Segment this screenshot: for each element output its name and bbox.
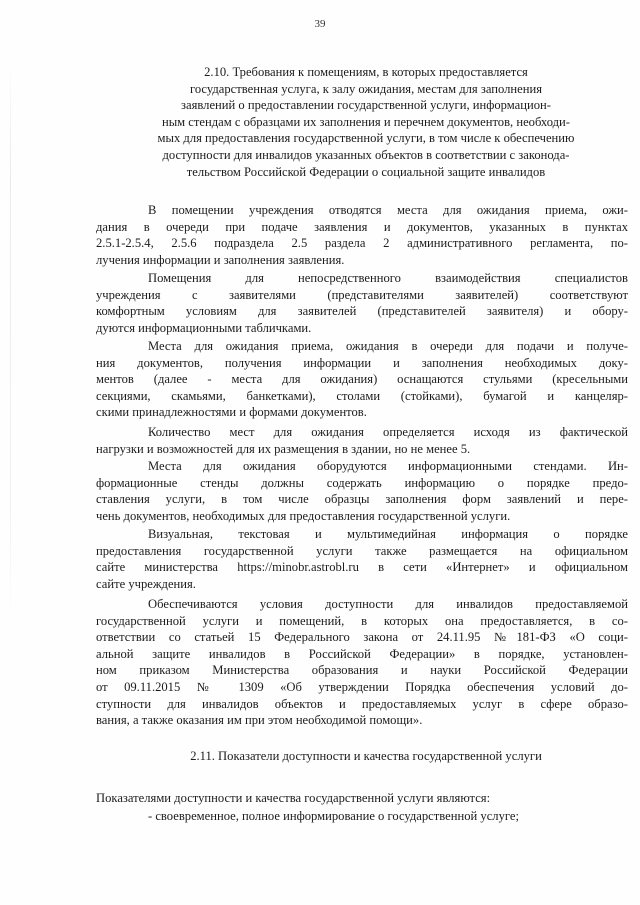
text-line: ния документов, получения информации и заполнения необходимых доку-	[96, 355, 628, 370]
heading-line: тельством Российской Федерации о социальной защите инвалидов	[186, 164, 546, 179]
section-2-11-intro	[96, 790, 628, 807]
text-line: Обеспечиваются условия доступности для инвалидов предоставляемой	[148, 597, 628, 611]
text-line: сайте учреждения.	[96, 576, 196, 591]
text-line: предоставления государственной услуги также размещается на официальном	[96, 543, 628, 558]
text-line: Места для ожидания оборудуются информационными стендами. Ин-	[148, 459, 628, 473]
text-line: нагрузки и возможностей для их размещения в здании, но не менее 5.	[96, 441, 471, 456]
text-line: ставления услуги, в том числе образцы заполнения форм заявлений и пере-	[96, 492, 628, 507]
paragraph-waiting-equipment	[96, 338, 628, 421]
text-line: государственной услуги и помещений, в которых она предоставляется, в со-	[96, 613, 628, 628]
heading-line: 2.11. Показатели доступности и качества государственной услуги	[190, 749, 542, 763]
text-line: ступности для инвалидов объектов и предоставляемых услуг в сфере образо-	[96, 696, 628, 711]
paragraph-accessibility	[96, 596, 628, 729]
text-line: альной защите инвалидов в Российской Федерации» в порядке, установлен-	[96, 646, 628, 661]
text-line: Места для ожидания приема, ожидания в очереди для подачи и получе-	[148, 339, 628, 353]
text-line: чень документов, необходимых для предоставления государственной услуги.	[96, 508, 511, 523]
text-line: сайте министерства https://minobr.astrobl.ru в сети «Интернет» и официальном	[96, 560, 628, 575]
text-line: скими принадлежностями и формами документов.	[96, 405, 367, 420]
text-line: Показателями доступности и качества государственной услуги являются:	[96, 791, 491, 805]
heading-line: мых для предоставления государственной услуги, в том числе к обеспечению	[157, 131, 575, 146]
text-line: Количество мест для ожидания определяется исходя из фактической	[148, 425, 628, 439]
heading-line: государственная услуга, к залу ожидания, местам для заполнения	[189, 81, 543, 96]
text-line: ментов (далее - места для ожидания) оснащаются стульями (кресельными	[96, 372, 628, 387]
text-line: Помещения для непосредственного взаимодействия специалистов	[148, 271, 628, 285]
page-number: 39	[314, 18, 326, 30]
section-2-11-bullets	[96, 808, 628, 825]
text-line: дания в очереди при подаче заявления и документов, указанных в пунктах	[96, 219, 628, 234]
paragraph-waiting-areas	[96, 202, 628, 268]
text-line: формационные стенды должны содержать информацию о порядке предо-	[96, 475, 628, 490]
text-line: вания, а также оказания им при этом необходимой помощи».	[96, 713, 423, 728]
scan-margin-shadow	[10, 60, 11, 620]
paragraph-seat-count	[96, 424, 628, 457]
heading-line: доступности для инвалидов указанных объектов в соответствии с законода-	[162, 147, 570, 162]
text-line: В помещении учреждения отводятся места для ожидания приема, ожи-	[148, 203, 628, 217]
text-line: 2.5.1-2.5.4, 2.5.6 подраздела 2.5 раздела 2 административного регламента, по-	[96, 236, 628, 251]
heading-line: заявлений о предоставлении государственной услуги, информацион-	[181, 98, 551, 113]
paragraph-interaction-rooms	[96, 270, 628, 336]
text-line: лучения информации и заполнения заявления.	[96, 252, 345, 267]
text-line: от 09.11.2015 № 1309 «Об утверждении Порядка обеспечения условий до-	[96, 679, 628, 694]
bullet-item: - своевременное, полное информирование о государственной услуге;	[148, 809, 519, 823]
heading-line: ным стендам с образцами их заполнения и перечнем документов, необходи-	[161, 114, 570, 129]
section-2-11-heading	[96, 748, 636, 765]
text-line: Визуальная, текстовая и мультимедийная информация о порядке	[148, 527, 628, 541]
text-line: дуются информационными табличками.	[96, 320, 312, 335]
text-line: ответствии со статьей 15 Федерального закона от 24.11.95 №181-ФЗ «О соци-	[96, 630, 628, 645]
text-line: ном приказом Министерства образования и науки Российской Федерации	[96, 663, 628, 678]
text-line: учреждения с заявителями (представителями заявителей) соответствуют	[96, 287, 628, 302]
text-line: секциями, скамьями, банкетками), столами (стойками), бумагой и канцеляр-	[96, 388, 628, 403]
text-line: комфортным условиям для заявителей (представителей заявителя) и обору-	[96, 304, 628, 319]
paragraph-website-info	[96, 526, 628, 592]
heading-line: 2.10. Требования к помещениям, в которых предоставляется	[204, 65, 528, 79]
paragraph-info-stands	[96, 458, 628, 524]
section-2-10-heading	[96, 64, 636, 180]
